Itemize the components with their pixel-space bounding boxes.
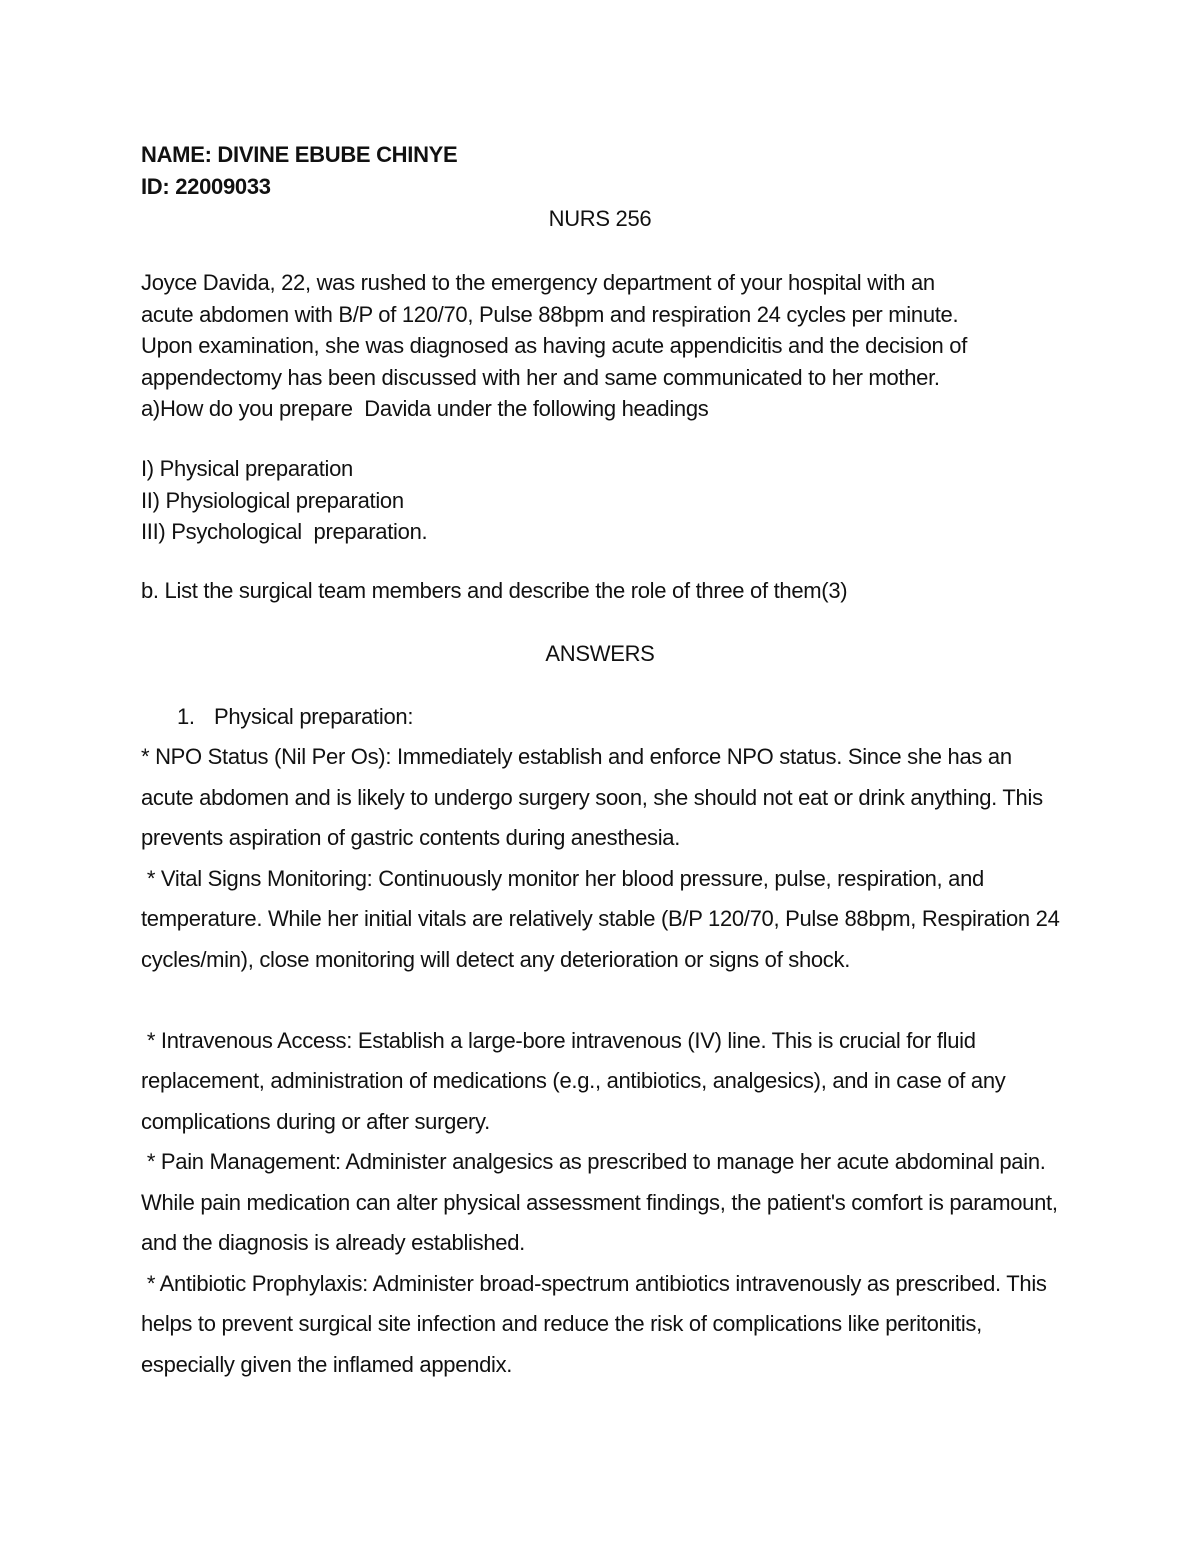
preparation-headings <box>141 453 1071 548</box>
scenario-line: Upon examination, she was diagnosed as having acute appendicitis and the decision of <box>141 333 968 358</box>
answer-item-pain-management: * Pain Management: Administer analgesics as prescribed to manage her acute abdominal pain. While pain medication can alter physical assessment findings, the patient's comfort is paramount, and the diagnosis is already established. <box>141 1149 1064 1255</box>
scenario-line: a)How do you prepare Davida under the following headings <box>141 396 709 421</box>
scenario-line: appendectomy has been discussed with her and same communicated to her mother. <box>141 364 940 390</box>
heading-item: II) Physiological preparation <box>141 487 404 513</box>
student-name: NAME: DIVINE EBUBE CHINYE <box>141 142 458 167</box>
answer-list <box>141 737 1066 1385</box>
heading-item: I) Physical preparation <box>141 456 353 481</box>
answer-item-iv-access: * Intravenous Access: Establish a large-bore intravenous (IV) line. This is crucial for fluid replacement, administration of medications (e.g., antibiotics, analgesics), and in case of any complications during or after surgery. <box>141 1027 1012 1134</box>
answer-item-vital-signs: * Vital Signs Monitoring: Continuously monitor her blood pressure, pulse, respiration, and temperature. While her initial vitals are relatively stable (B/P 120/70, Pulse 88bpm, Respiration 24 cycles/min), close monitoring will detect any deterioration or signs of shock. <box>141 865 1066 972</box>
answer-item-npo: * NPO Status (Nil Per Os): Immediately establish and enforce NPO status. Since she has an acute abdomen and is likely to undergo surgery soon, she should not eat or drink anything. This prevents aspiration of gastric contents during anesthesia. <box>141 744 1043 850</box>
scenario-line: acute abdomen with B/P of 120/70, Pulse 88bpm and respiration 24 cycles per minute. <box>141 301 959 327</box>
answer-item-antibiotic-prophylaxis: * Antibiotic Prophylaxis: Administer broad-spectrum antibiotics intravenously as prescribed. This helps to prevent surgical site infection and reduce the risk of complications like peritonitis, especially given the inflamed appendix. <box>141 1270 1053 1377</box>
answers-title: ANSWERS <box>545 641 655 666</box>
question-scenario <box>141 267 1071 425</box>
student-id: ID: 22009033 <box>141 174 271 199</box>
question-part-b: b. List the surgical team members and describe the role of three of them(3) <box>141 578 848 603</box>
scenario-line: Joyce Davida, 22, was rushed to the emergency department of your hospital with an <box>141 270 935 295</box>
course-code: NURS 256 <box>548 206 652 231</box>
section-number: 1. <box>177 704 195 729</box>
section-title: Physical preparation: <box>214 704 414 729</box>
heading-item: III) Psychological preparation. <box>141 519 428 544</box>
